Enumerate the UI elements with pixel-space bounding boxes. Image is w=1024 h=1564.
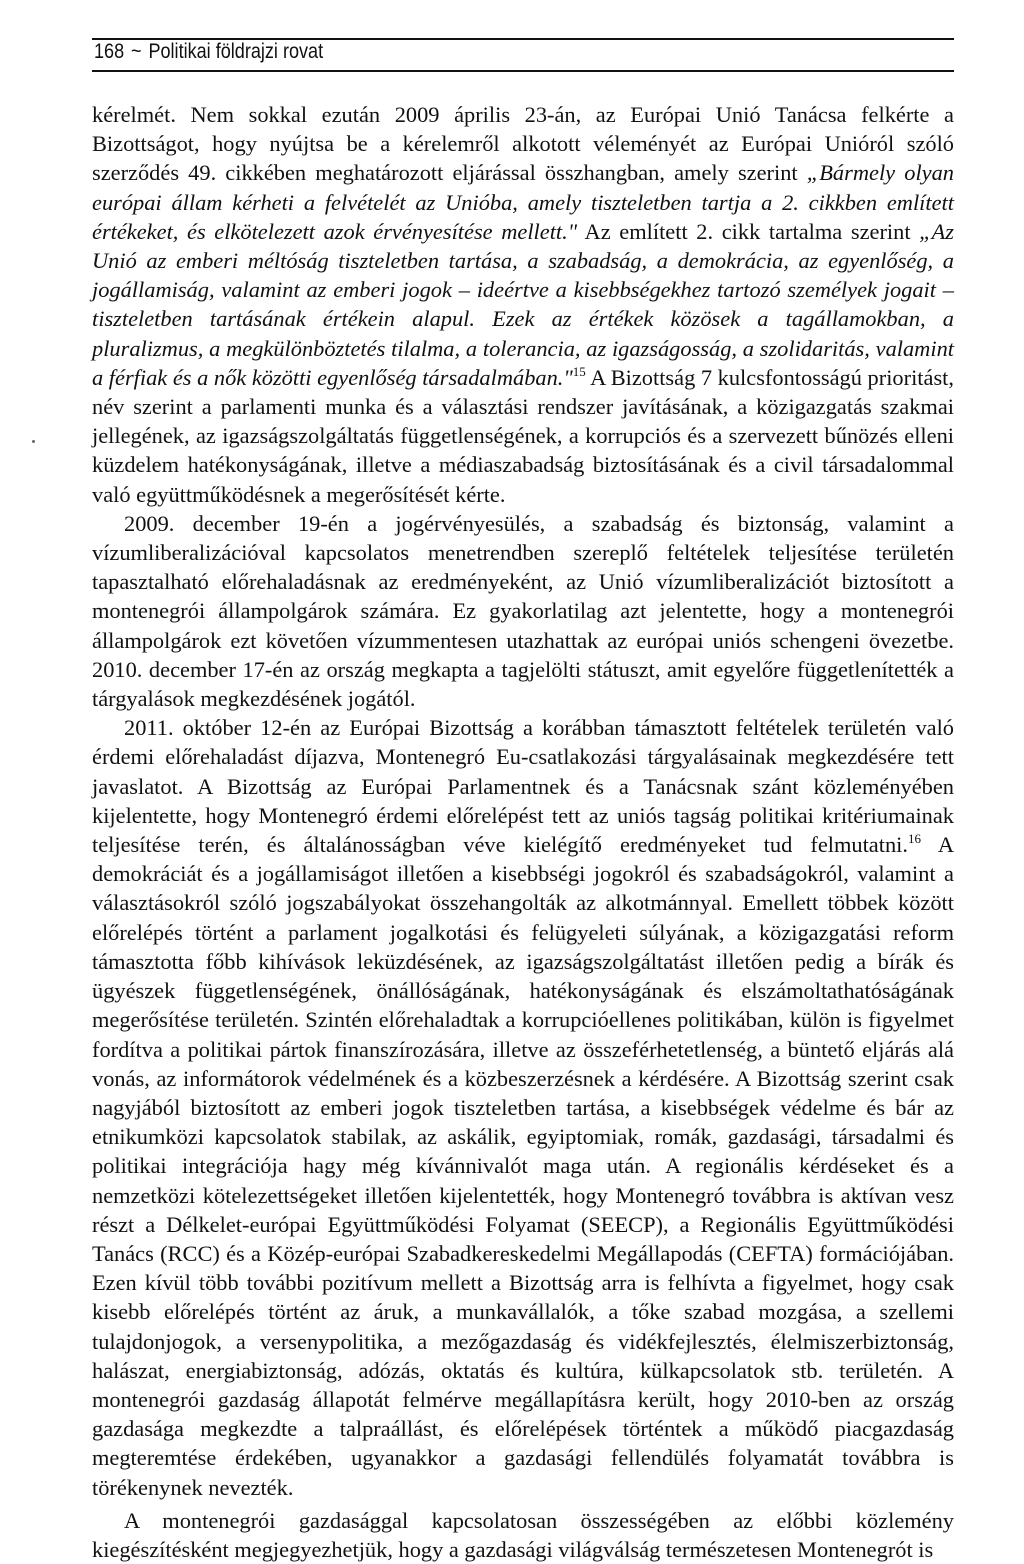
running-header — [92, 32, 954, 76]
paragraph-4-text: A montenegrói gazdasággal kapcsolatosan összességében az előbbi közlemény kiegészítésként megjegyezhetjük, hogy a gazdasági világválság természetesen Montenegrót is — [92, 1507, 954, 1562]
paragraph-1-text-2: Az említett 2. cikk tartalma szerint — [577, 218, 920, 244]
header-separator: ~ — [131, 40, 142, 63]
header-bottom-rule — [92, 70, 954, 72]
paragraph-1 — [92, 100, 954, 509]
paragraph-4 — [92, 1506, 954, 1564]
footnote-ref-16: 16 — [907, 830, 921, 846]
paragraph-1-text-3: A Bizottság 7 kulcsfontosságú prioritást, név szerint a parlamenti munka és a választási rendszer javításának, a közigazgatás szakmai jellegének, az igazságszolgáltatás függetlenségének, a korrupciós és a szervezett bűnözés elleni küzdelem hatékonyságának, illetve a médiaszabadság biztosításának és a civil társadalommal való együttműködésnek a megerősítését kérte. — [92, 364, 954, 507]
paragraph-3-text-2: A demokráciát és a jogállamiságot illetően a kisebbségi jogokról és szabadságokról, valamint a választásokról szóló jogszabályokat összehangolták az alkotmánnyal. Emellett többek között előrelépés történt a parlament jogalkotási és felügyeleti súlyának, a közigazgatási reform támasztotta főbb kihívások leküzdésének, az igazságszolgáltatást illetően pedig a bírák és ügyészek függetlenségének, önállóságának, hatékonyságának és elszámoltathatóságának megerősítése területén. Szintén előrehaladtak a korrupcióellenes politikában, külön is figyelmet fordítva a politikai pártok finanszírozására, illetve az összeférhetetlenség, a büntető eljárás alá vonás, az informátorok védelmének és a közbeszerzésnek a kérdésére. A Bizottság szerint csak nagyjából biztosított az emberi jogok tiszteletben tartása, a kisebbségek védelme és bár az etnikumközi kapcsolatok stabilak, az askálik, egyiptomiak, romák, gazdasági, társadalmi és politikai integrációja hagy még kívánnivalót maga után. A regionális kérdéseket és a nemzetközi kötelezettségeket illetően kijelentették, hogy Montenegró továbbra is aktívan vesz részt a Délkelet-európai Együttműködési Folyamat (SEECP), a Regionális Együttműködési Tanács (RCC) és a Közép-európai Szabadkereskedelmi Megállapodás (CEFTA) formációjában. Ezen kívül több további pozitívum mellett a Bizottság arra is felhívta a figyelmet, hogy csak kisebb előrelépés történt az áruk, a munkavállalók, a tőke szabad mozgása, a szellemi tulajdonjogok, a versenypolitika, a mezőgazdaság és vidékfejlesztés, élelmiszerbiztonság, halászat, energiabiztonság, adózás, oktatás és kultúra, külkapcsolatok stb. területén. A montenegrói gazdaság állapotát felmérve megállapításra került, hogy 2010-ben az ország gazdasága megkezdte a talpraállást, és előrelépések történtek a működő piacgazdaság megteremtése érdekében, ugyanakkor a gazdasági fellendülés folyamatát továbbra is törékenynek nevezték. — [92, 832, 954, 1500]
paragraph-1-text-1: kérelmét. Nem sokkal ezután 2009 április 23-án, az Európai Unió Tanácsa felkérte a Bizottságot, hogy nyújtsa be a kérelemről alkotott véleményét az Európai Unióról szóló szerződés 49. cikkében meghatározott eljárással összhangban, amely szerint — [92, 102, 954, 186]
quote-article-2: „Az Unió az emberi méltóság tiszteletben tartása, a szabadság, a demokrácia, az egyenlőség, a jogállamiság, valamint az emberi jogok – ideértve a kisebbségekhez tartozó személyek jogait – tiszteletben tartásának értékein alapul. Ezek az értékek közösek a tagállamokban, a pluralizmus, a megkülönböztetés tilalma, a tolerancia, az igazságosság, a szolidaritás, valamint a férfiak és a nők közötti egyenlőség társadalmában." — [92, 218, 955, 390]
paragraph-3 — [92, 713, 954, 1501]
section-title: Politikai földrajzi rovat — [148, 40, 324, 63]
paragraph-2 — [92, 509, 954, 713]
footnote-ref-15: 15 — [572, 363, 586, 379]
body-text — [92, 100, 954, 1564]
running-head-text — [94, 40, 323, 64]
page-number: 168 — [94, 40, 125, 63]
quote-article-49: „Bármely olyan európai állam kérheti a felvételét az Unióba, amely tiszteletben tartja a 2. cikkben említett értékeket, és elkötelezett azok érvényesítése mellett." — [92, 160, 954, 244]
paragraph-2-text: 2009. december 19-én a jogérvényesülés, a szabadság és biztonság, valamint a vízumliberalizációval kapcsolatos menetrendben szereplő feltételek teljesítése területén tapasztalható előrehaladásnak az eredményeként, az Unió vízumliberalizációt biztosított a montenegrói állampolgárok számára. Ez gyakorlatilag azt jelentette, hogy a montenegrói állampolgárok ezt követően vízummentesen utazhattak az európai uniós schengeni övezetbe. 2010. december 17-én az ország megkapta a tagjelölti státuszt, amit egyelőre függetlenítették a tárgyalások megkezdésének jogától. — [92, 510, 954, 712]
scan-speck — [32, 440, 35, 443]
paragraph-3-text-1: 2011. október 12-én az Európai Bizottság a korábban támasztott feltételek területén való érdemi előrehaladást díjazva, Montenegró Eu-csatlakozási tárgyalásainak megkezdésére tett javaslatot. A Bizottság az Európai Parlamentnek és a Tanácsnak szánt közleményében kijelentette, hogy Montenegró érdemi előrelépést tett az uniós tagság politikai kritériumainak teljesítése terén, és általánosságban véve kielégítő eredményeket tud felmutatni. — [92, 715, 954, 858]
